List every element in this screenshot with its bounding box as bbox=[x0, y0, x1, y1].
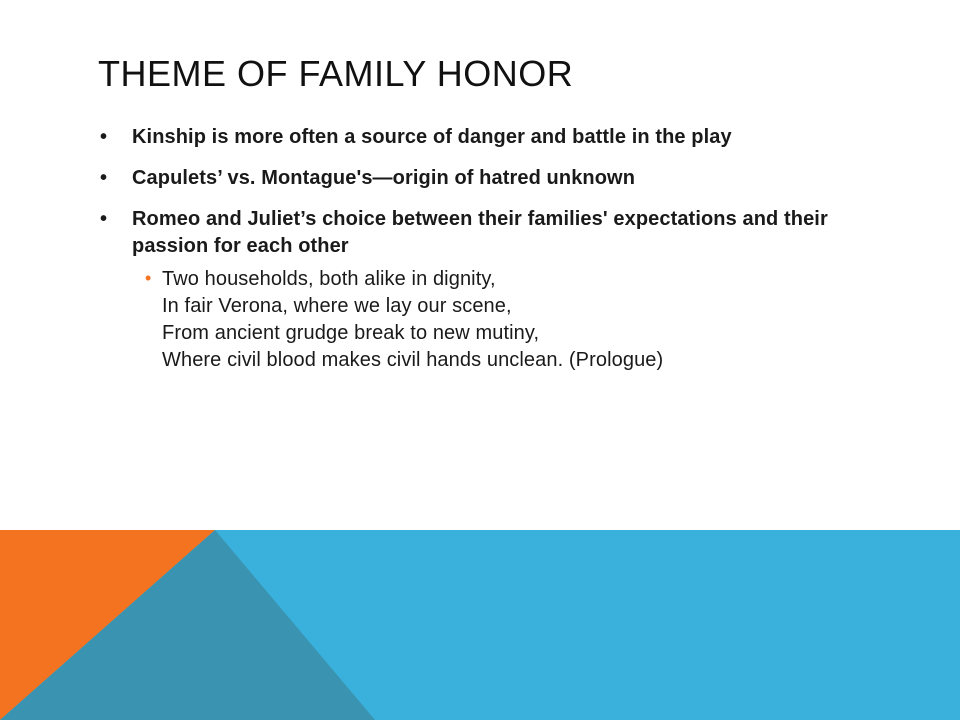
quote-sub-bullet bbox=[132, 266, 868, 374]
bullet-marker: • bbox=[100, 126, 108, 148]
bullet-item bbox=[98, 124, 868, 151]
bullet-marker: • bbox=[100, 167, 108, 189]
bullet-item bbox=[98, 206, 868, 374]
sub-bullet-marker: • bbox=[145, 268, 152, 288]
bullet-marker: • bbox=[100, 208, 108, 230]
bullet-item bbox=[98, 165, 868, 192]
decorative-background-shapes bbox=[0, 530, 960, 720]
bullet-text: Romeo and Juliet’s choice between their families' expectations and their passion for each other bbox=[132, 208, 828, 257]
bullet-text: Capulets’ vs. Montague's—origin of hatred unknown bbox=[132, 167, 636, 189]
bullet-text: Kinship is more often a source of danger and battle in the play bbox=[132, 126, 732, 148]
bullet-list bbox=[98, 124, 868, 388]
quote-line: From ancient grudge break to new mutiny, bbox=[162, 322, 540, 344]
quote-line: Where civil blood makes civil hands unclean. (Prologue) bbox=[162, 349, 664, 371]
quote-line: In fair Verona, where we lay our scene, bbox=[162, 295, 512, 317]
quote-line: Two households, both alike in dignity, bbox=[162, 268, 496, 290]
slide-title: THEME OF FAMILY HONOR bbox=[98, 53, 574, 94]
